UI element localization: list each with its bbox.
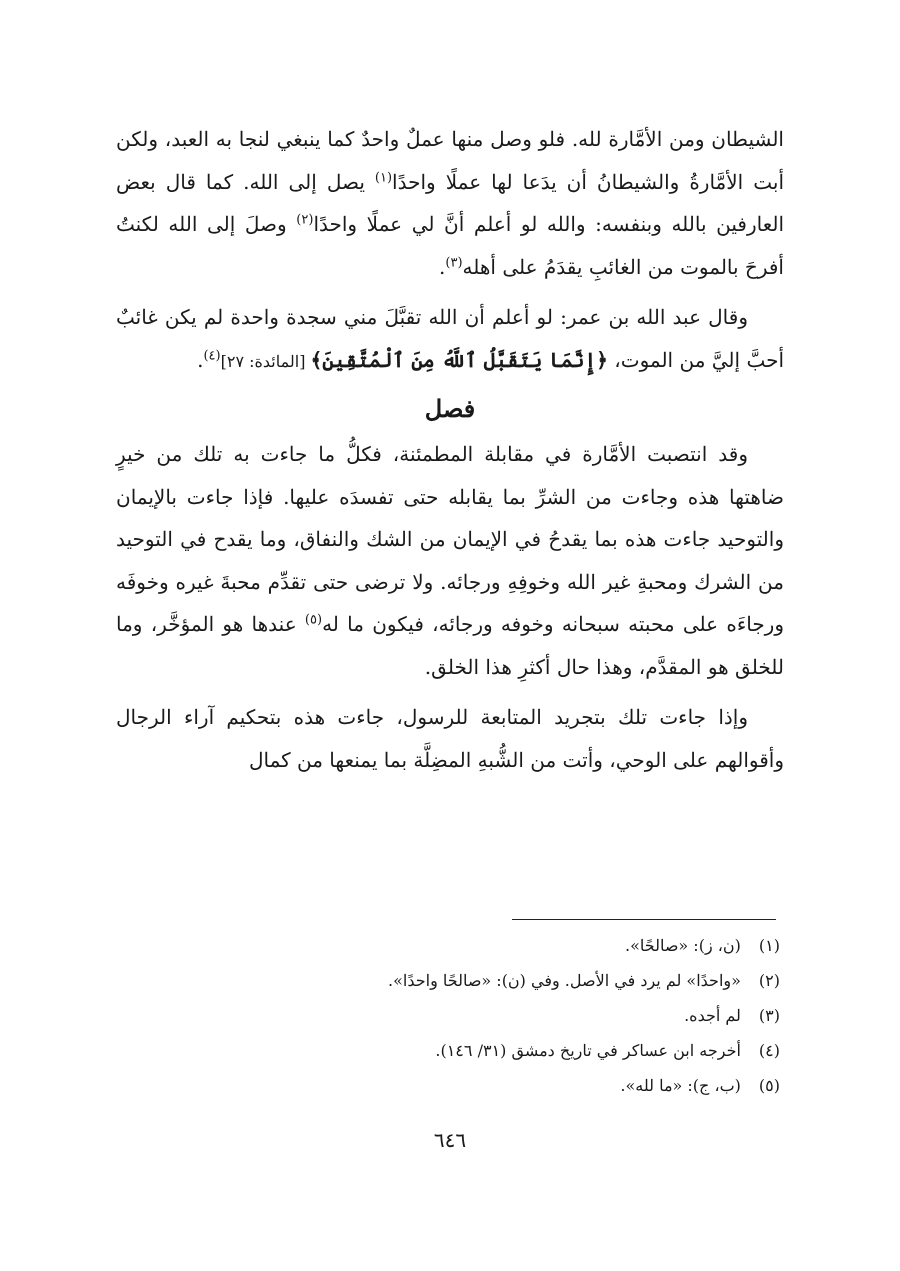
paragraph-3-text-b: عندها هو المؤخَّر، وما للخلق هو المقدَّم، وهذا حال أكثرِ هذا الخلق. [116, 612, 784, 679]
footnote-text: أخرجه ابن عساكر في تاريخ دمشق (٣١/ ١٤٦). [435, 1041, 741, 1060]
footnotes [116, 928, 784, 1103]
page-number: ٦٤٦ [433, 1128, 467, 1152]
paragraph-1-end: . [439, 254, 446, 279]
paragraph-2-end: . [197, 347, 204, 372]
paragraph-1 [116, 118, 784, 288]
footnote-2 [116, 963, 784, 998]
footnote-text: (ن، ز): «صالحًا». [625, 936, 741, 955]
footnote-divider [512, 919, 776, 920]
verse-reference: [المائدة: ٢٧] [220, 351, 311, 371]
quran-verse: ﴿إِنَّمَا يَتَقَبَّلُ ٱللَّهُ مِنَ ٱلْمُتَّقِينَ﴾ [310, 347, 608, 372]
paragraph-1-text-c: وصلَ إلى الله لكنتُ أفرحَ بالموت من الغائبِ يقدَمُ على أهله [116, 212, 784, 279]
footnote-4 [116, 1033, 784, 1068]
paragraph-1-text: الشيطان ومن الأمَّارة لله. فلو وصل منها عملٌ واحدٌ كما ينبغي لنجا به العبد، ولكن أبت الأمَّارةُ والشيطانُ أن يدَعا لها عملًا واحدًا [116, 127, 784, 194]
footnote-3 [116, 998, 784, 1033]
footnote-ref-3[interactable]: (٣) [445, 254, 463, 270]
paragraph-4 [116, 696, 784, 781]
footnote-number: (٤) [758, 1041, 780, 1060]
paragraph-3-text: وقد انتصبت الأمَّارة في مقابلة المطمئنة، فكلُّ ما جاءت به تلك من خيرٍ ضاهتها هذه وجاءت من الشرِّ بما يقابله حتى تفسدَه عليها. فإذا جاءت بالإيمان والتوحيد جاءت هذه بما يقدحُ في الإيمان من الشك والنفاق، وما يقدح في التوحيد من الشرك ومحبةِ غير الله وخوفِهِ ورجائه. ولا ترضى حتى تقدِّم محبةَ غيره وخوفَه ورجاءَه على محبته سبحانه وخوفه ورجائه، فيكون ما له [116, 442, 785, 636]
paragraph-4-text: وإذا جاءت تلك بتجريد المتابعة للرسول، جاءت هذه بتحكيم آراء الرجال وأقوالهم على الوحي، وأتت من الشُّبهِ المضِلَّة بما يمنعها من كمال [116, 705, 784, 772]
footnote-5 [116, 1068, 784, 1103]
paragraph-1-text-b: يصل إلى الله. كما قال بعض العارفين بالله وبنفسه: والله لو أعلم أنَّ لي عملًا واحدًا [116, 169, 785, 236]
footnote-ref-2[interactable]: (٢) [296, 212, 314, 228]
footnote-ref-5[interactable]: (٥) [304, 612, 323, 628]
footnote-number: (١) [758, 936, 780, 955]
footnote-ref-4[interactable]: (٤) [203, 347, 221, 363]
footnote-text: (ب، ج): «ما لله». [620, 1076, 741, 1095]
section-heading: فصل [424, 394, 476, 423]
page-body [116, 118, 784, 781]
footnote-number: (٣) [758, 1006, 780, 1025]
footnote-number: (٥) [758, 1076, 780, 1095]
paragraph-3 [116, 433, 784, 688]
footnote-number: (٢) [758, 971, 780, 990]
footnote-text: لم أجده. [684, 1006, 741, 1025]
footnote-ref-1[interactable]: (١) [374, 169, 393, 185]
paragraph-2-text: وقال عبد الله بن عمر: لو أعلم أن الله تقبَّلَ مني سجدة واحدة لم يكن غائبٌ أحبَّ إليَّ من الموت، [116, 305, 784, 372]
footnote-1 [116, 928, 784, 963]
paragraph-2 [116, 296, 784, 383]
footnote-text: «واحدًا» لم يرد في الأصل. وفي (ن): «صالحًا واحدًا». [388, 971, 741, 990]
